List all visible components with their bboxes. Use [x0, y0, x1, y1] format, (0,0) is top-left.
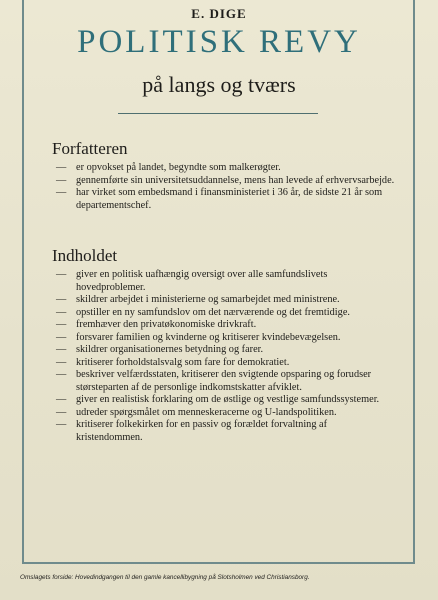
list-item-text: skildrer arbejdet i ministerierne og samarbejdet med ministrene. [76, 294, 340, 305]
list-item: — fremhæver den privatøkonomiske drivkraft. [56, 319, 396, 332]
list-item: — giver en politisk uafhængig oversigt over alle samfundslivets hovedproblemer. [56, 269, 396, 294]
list-item-text: kritiserer folkekirken for en passiv og forældet forvaltning af kristendommen. [76, 419, 328, 443]
list-item: — kritiserer forholdstalsvalg som fare for demokratiet. [56, 357, 396, 370]
book-title: POLITISK REVY [77, 24, 361, 60]
divider [118, 113, 318, 114]
list-item-text: kritiserer forholdstalsvalg som fare for demokratiet. [76, 356, 290, 368]
list-item: — udreder spørgsmålet om menneskeracerne og U-landspolitiken. [56, 407, 396, 420]
section-list-forfatteren [56, 162, 396, 212]
list-item-text: er opvokset på landet, begyndte som malkerøgter. [76, 162, 281, 173]
list-item-text: opstiller en ny samfundslov om det nærværende og det fremtidige. [76, 306, 350, 318]
list-item: — forsvarer familien og kvinderne og kritiserer kvindebevægelsen. [56, 332, 396, 345]
section-heading-indholdet: Indholdet [52, 246, 118, 265]
list-item: — har virket som embedsmand i finansministeriet i 36 år, de sidste 21 år som departementschef. [56, 187, 396, 212]
list-item-text: beskriver velfærdsstaten, kritiserer den svigtende opsparing og forudser størsteparten af de personlige indkomstskatter afviklet. [76, 369, 372, 393]
cover-caption: Omslagets forside: Hovedindgangen til den gamle kancellibygning på Slotsholmen ved Christiansborg. [20, 574, 310, 581]
list-item: — giver en realistisk forklaring om de østlige og vestlige samfundssystemer. [56, 394, 396, 407]
list-item: — skildrer arbejdet i ministerierne og samarbejdet med ministrene. [56, 294, 396, 307]
list-item: — er opvokset på landet, begyndte som malkerøgter. [56, 162, 396, 175]
list-item-text: skildrer organisationernes betydning og farer. [76, 344, 264, 355]
list-item-text: giver en politisk uafhængig oversigt over alle samfundslivets hovedproblemer. [76, 269, 328, 293]
list-item-text: har virket som embedsmand i finansministeriet i 36 år, de sidste 21 år som departementschef. [76, 187, 383, 211]
list-item-text: udreder spørgsmålet om menneskeracerne og U-landspolitiken. [76, 406, 337, 418]
list-item-text: fremhæver den privatøkonomiske drivkraft. [76, 319, 257, 330]
book-subtitle: på langs og tværs [142, 72, 296, 97]
list-item: — skildrer organisationernes betydning og farer. [56, 344, 396, 357]
author-name: E. DIGE [191, 6, 247, 21]
list-item: — opstiller en ny samfundslov om det nærværende og det fremtidige. [56, 307, 396, 320]
section-heading-forfatteren: Forfatteren [52, 139, 128, 158]
list-item: — gennemførte sin universitetsuddannelse, mens han levede af erhvervsarbejde. [56, 174, 395, 186]
section-list-indholdet [56, 269, 396, 444]
list-item: — kritiserer folkekirken for en passiv og forældet forvaltning af kristendommen. [56, 419, 396, 444]
list-item-text: forsvarer familien og kvinderne og kritiserer kvindebevægelsen. [76, 331, 341, 343]
list-item-text: gennemførte sin universitetsuddannelse, mens han levede af erhvervsarbejde. [76, 174, 395, 186]
list-item: — beskriver velfærdsstaten, kritiserer den svigtende opsparing og forudser størsteparten af de personlige indkomstskatter afviklet. [56, 369, 396, 394]
list-item-text: giver en realistisk forklaring om de østlige og vestlige samfundssystemer. [76, 394, 380, 405]
